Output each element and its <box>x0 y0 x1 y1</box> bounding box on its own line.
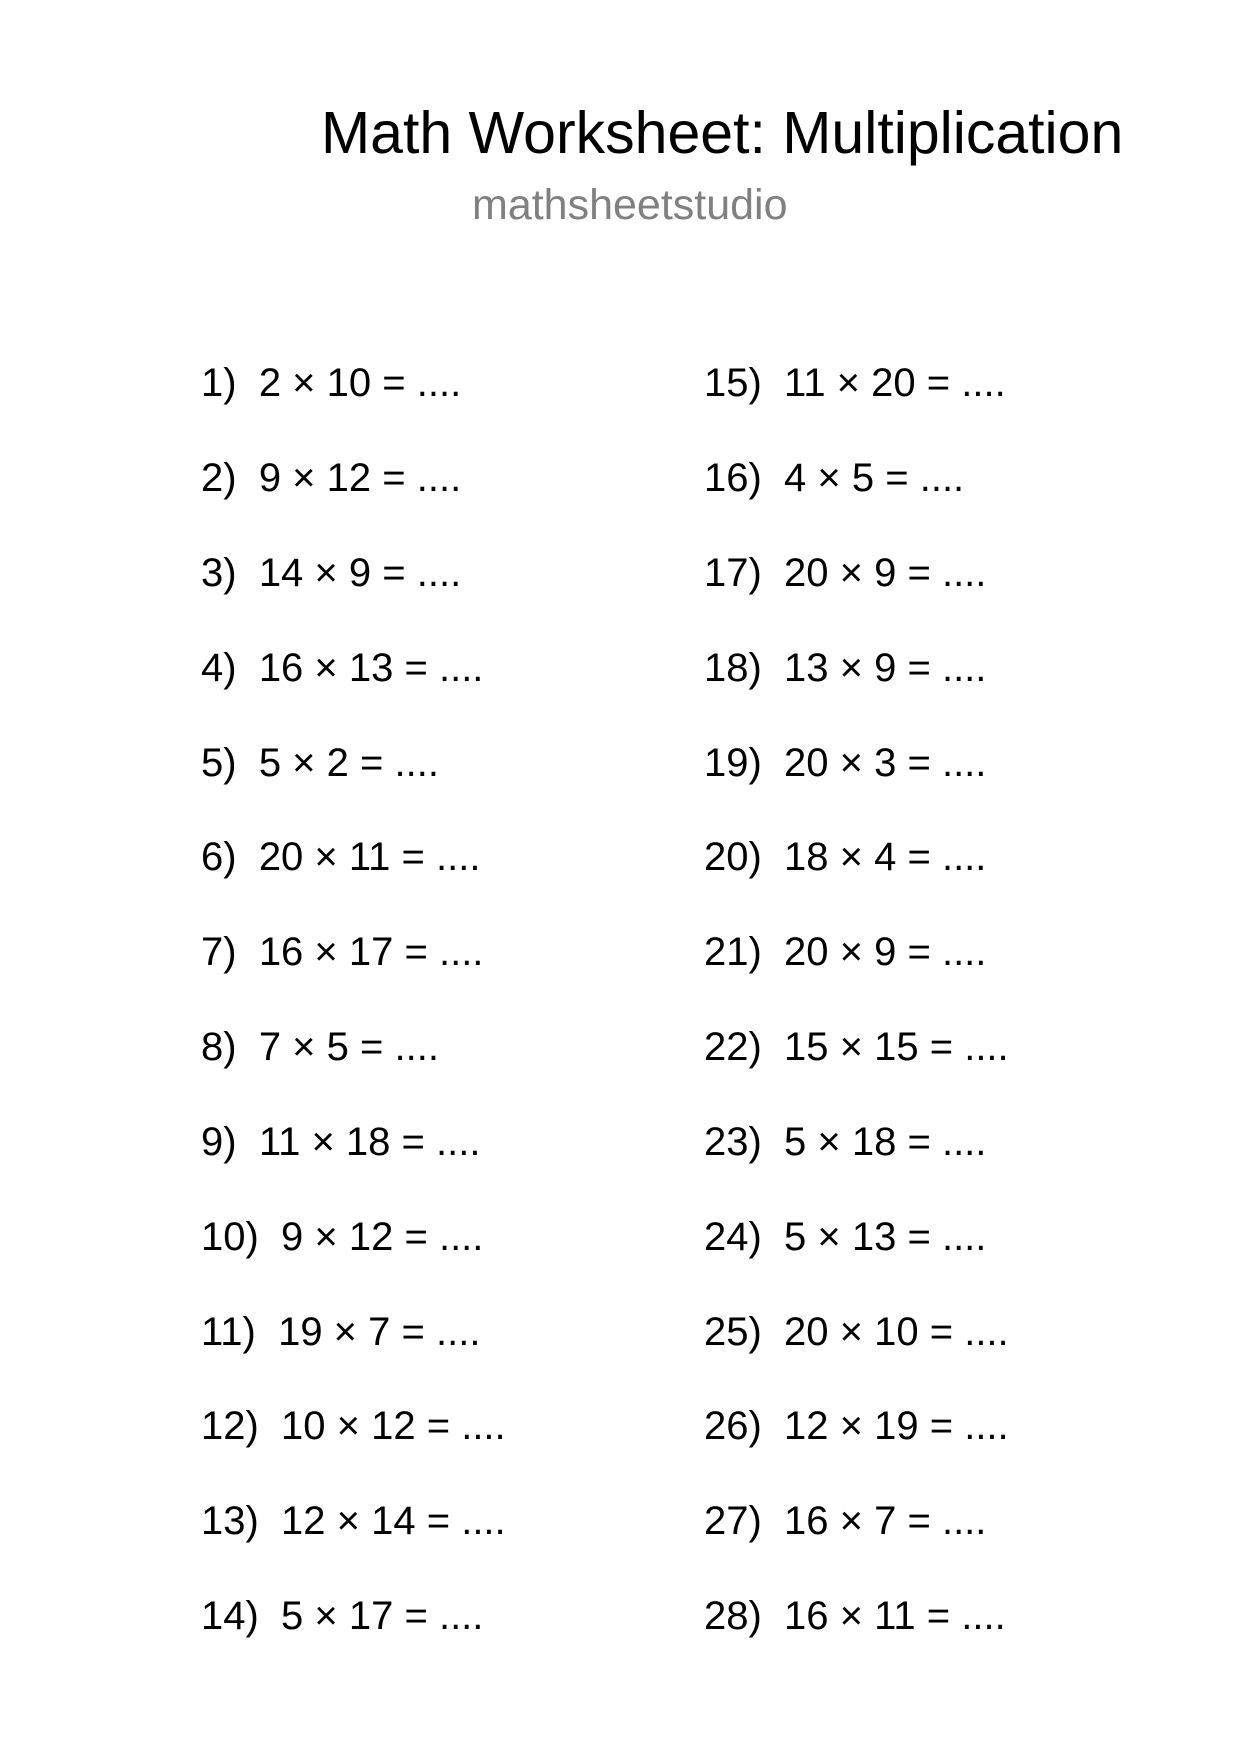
problem-expression: 5 × 18 = .... <box>784 1120 987 1164</box>
problem-number: 28) <box>704 1594 762 1638</box>
problem-item <box>704 1403 1009 1449</box>
problem-item <box>704 1024 1009 1070</box>
problem-item <box>704 834 986 880</box>
problem-expression: 16 × 17 = .... <box>258 930 484 974</box>
problem-expression: 12 × 14 = .... <box>281 1499 506 1543</box>
problem-expression: 12 × 19 = .... <box>784 1404 1009 1448</box>
problem-item <box>704 1119 986 1165</box>
problem-item <box>704 929 986 975</box>
problem-expression: 9 × 12 = .... <box>258 456 462 500</box>
problem-number: 4) <box>201 646 237 690</box>
problem-number: 27) <box>704 1499 762 1543</box>
problem-number: 19) <box>704 741 762 785</box>
problem-item <box>704 645 986 691</box>
problem-number: 3) <box>201 551 237 595</box>
problem-item <box>201 740 439 786</box>
problem-number: 22) <box>704 1025 762 1069</box>
problem-expression: 20 × 3 = .... <box>784 741 987 785</box>
problem-expression: 5 × 13 = .... <box>784 1215 987 1259</box>
problem-item <box>201 1119 480 1165</box>
problem-expression: 11 × 18 = .... <box>258 1120 481 1164</box>
problem-expression: 20 × 9 = .... <box>784 930 987 974</box>
problem-expression: 4 × 5 = .... <box>784 456 965 500</box>
problem-item <box>201 550 461 596</box>
problem-number: 8) <box>201 1025 237 1069</box>
problem-item <box>704 1593 1006 1639</box>
problem-number: 14) <box>201 1594 259 1638</box>
problem-expression: 5 × 2 = .... <box>258 741 439 785</box>
problem-expression: 5 × 17 = .... <box>281 1594 484 1638</box>
problem-number: 24) <box>704 1215 762 1259</box>
problem-expression: 18 × 4 = .... <box>784 835 987 879</box>
problem-item <box>201 1214 483 1260</box>
problem-number: 18) <box>704 646 762 690</box>
problem-item <box>704 1309 1009 1355</box>
problem-expression: 19 × 7 = .... <box>278 1310 481 1354</box>
problem-number: 20) <box>704 835 762 879</box>
problem-expression: 15 × 15 = .... <box>784 1025 1009 1069</box>
problem-number: 2) <box>201 456 237 500</box>
problem-expression: 7 × 5 = .... <box>258 1025 439 1069</box>
problem-expression: 16 × 13 = .... <box>258 646 484 690</box>
problem-number: 23) <box>704 1120 762 1164</box>
problem-number: 7) <box>201 930 237 974</box>
problem-item <box>201 1024 439 1070</box>
problem-number: 26) <box>704 1404 762 1448</box>
problem-item <box>201 1309 480 1355</box>
problem-item <box>201 645 483 691</box>
problem-item <box>201 1403 506 1449</box>
problem-item <box>201 1498 506 1544</box>
problem-expression: 16 × 11 = .... <box>784 1594 1006 1638</box>
problem-expression: 20 × 11 = .... <box>258 835 481 879</box>
problem-item <box>201 834 480 880</box>
problem-number: 5) <box>201 741 237 785</box>
problem-item <box>201 1593 483 1639</box>
problem-expression: 16 × 7 = .... <box>784 1499 987 1543</box>
problem-number: 17) <box>704 551 762 595</box>
problem-item <box>704 1498 986 1544</box>
problem-number: 21) <box>704 930 762 974</box>
problem-expression: 9 × 12 = .... <box>281 1215 484 1259</box>
problem-item <box>201 360 461 406</box>
problem-number: 12) <box>201 1404 259 1448</box>
problem-number: 11) <box>201 1310 256 1354</box>
worksheet-subtitle: mathsheetstudio <box>472 181 788 229</box>
problem-item <box>201 929 483 975</box>
worksheet-title: Math Worksheet: Multiplication <box>321 100 1124 166</box>
problem-expression: 2 × 10 = .... <box>258 361 462 405</box>
problem-number: 25) <box>704 1310 762 1354</box>
problem-expression: 11 × 20 = .... <box>784 361 1006 405</box>
problem-expression: 10 × 12 = .... <box>281 1404 506 1448</box>
problem-item <box>704 1214 986 1260</box>
problem-number: 9) <box>201 1120 237 1164</box>
problem-item <box>704 740 986 786</box>
problem-expression: 14 × 9 = .... <box>258 551 462 595</box>
problem-number: 16) <box>704 456 762 500</box>
problem-item <box>704 360 1006 406</box>
problem-expression: 13 × 9 = .... <box>784 646 987 690</box>
problem-number: 13) <box>201 1499 259 1543</box>
problem-number: 1) <box>201 361 237 405</box>
problem-number: 15) <box>704 361 762 405</box>
problem-expression: 20 × 10 = .... <box>784 1310 1009 1354</box>
problem-item <box>201 455 461 501</box>
problem-item <box>704 455 964 501</box>
problem-number: 10) <box>201 1215 259 1259</box>
problem-expression: 20 × 9 = .... <box>784 551 987 595</box>
problem-item <box>704 550 986 596</box>
problem-number: 6) <box>201 835 237 879</box>
